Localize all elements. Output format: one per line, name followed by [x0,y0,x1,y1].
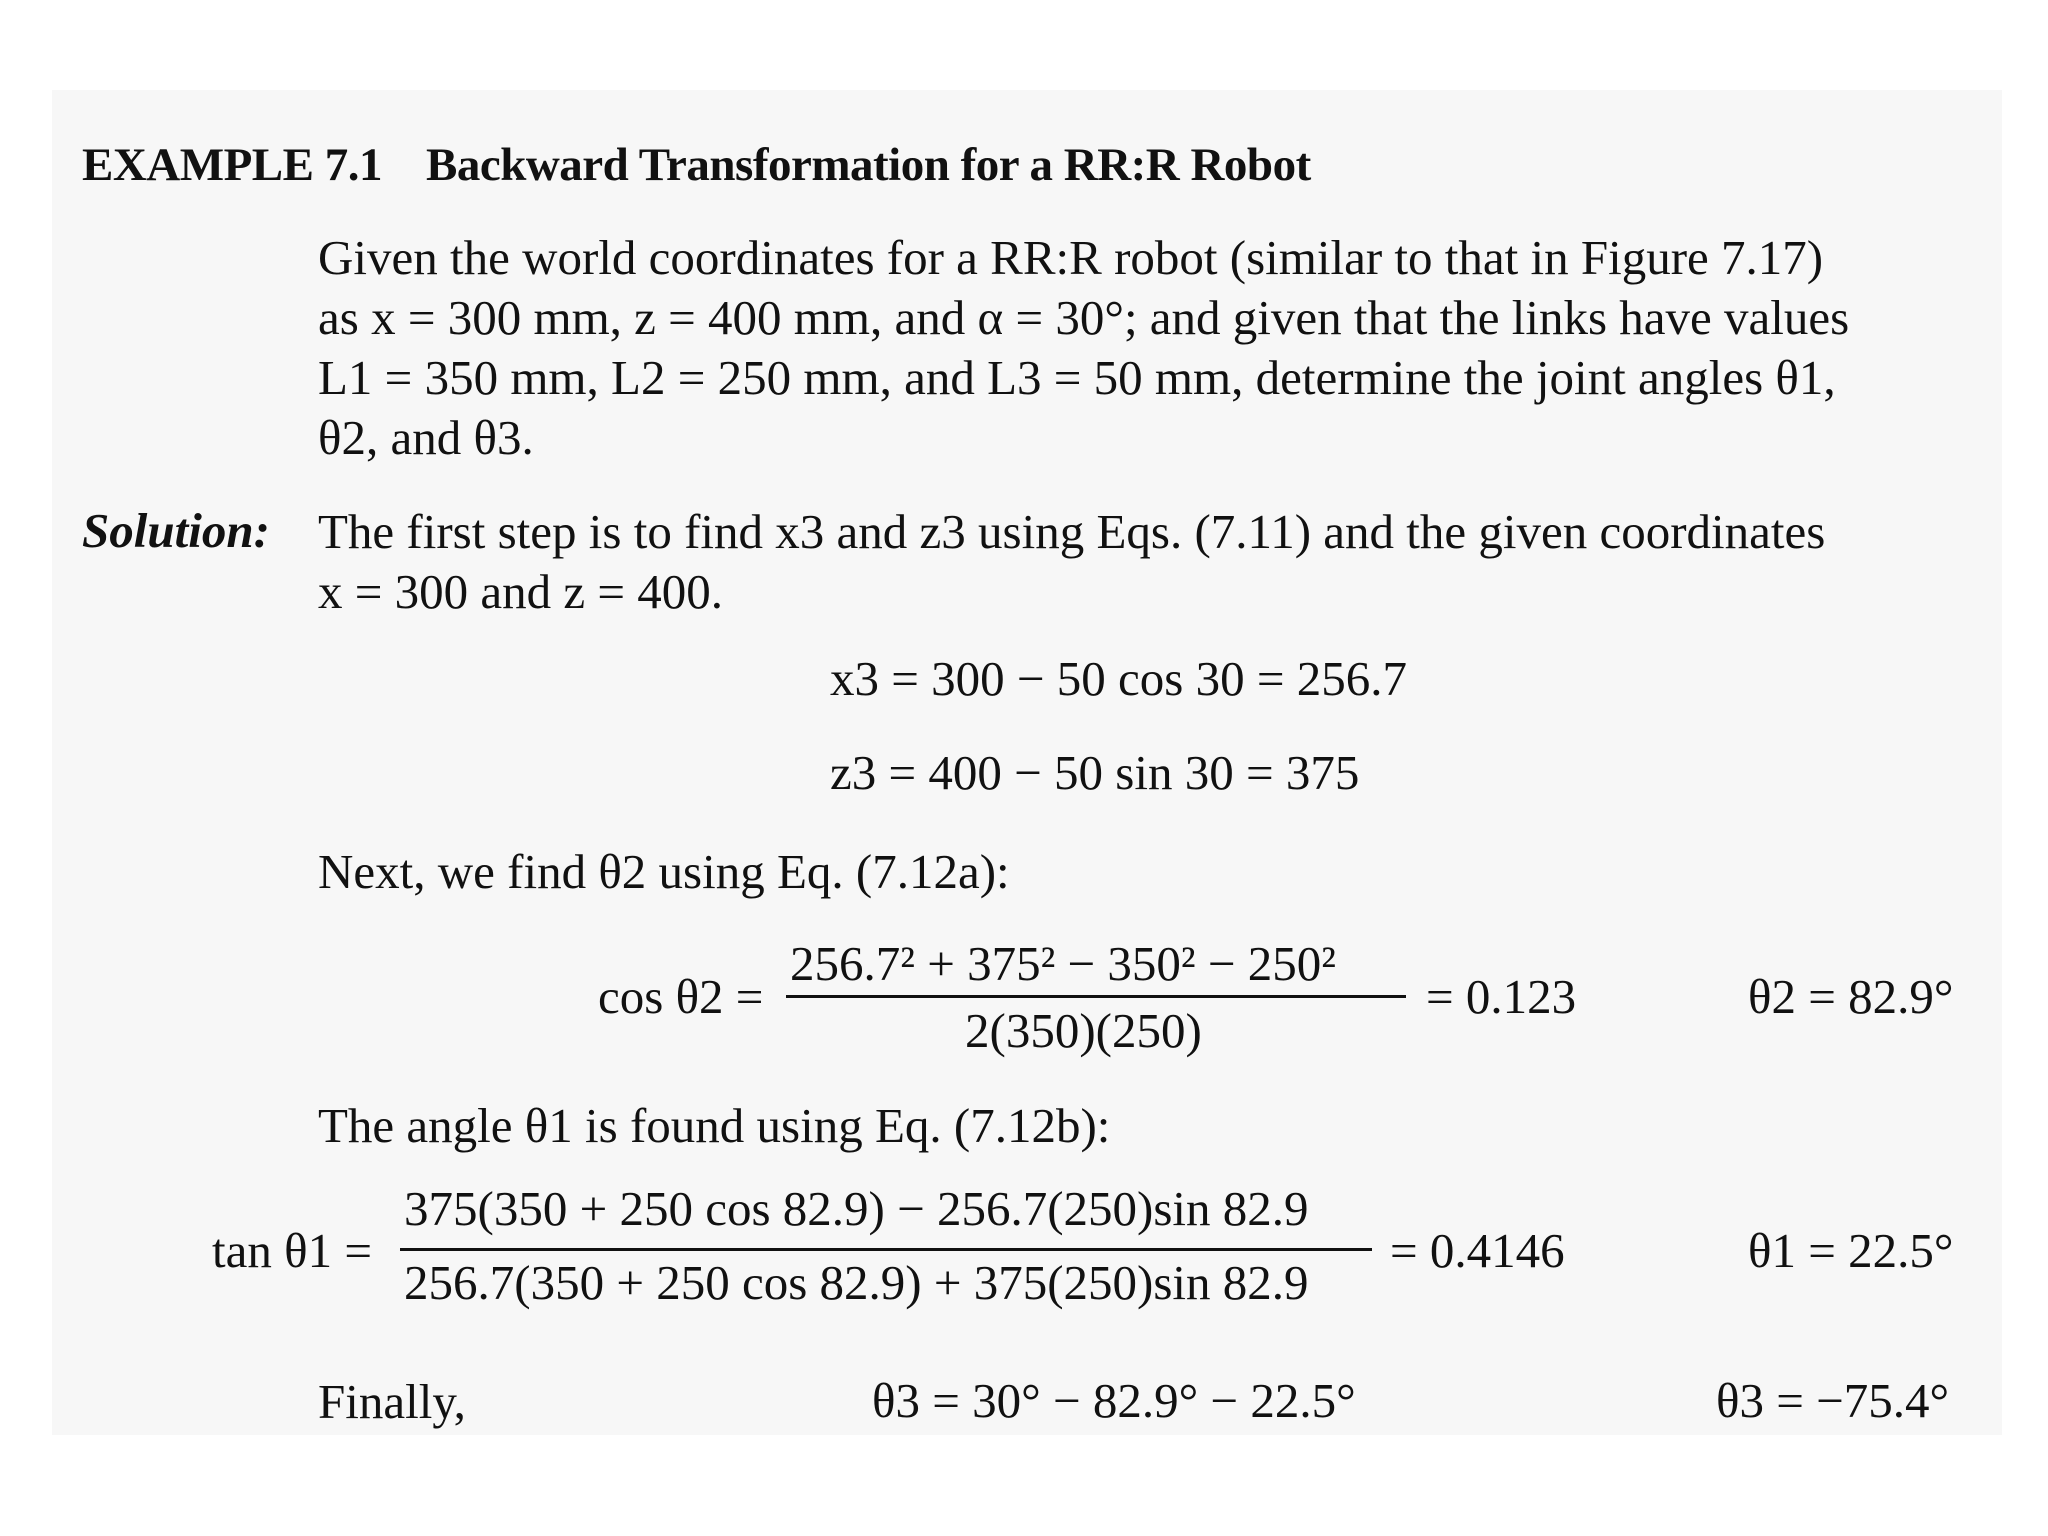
equation-z3: z3 = 400 − 50 sin 30 = 375 [830,745,1360,800]
solution-intro-line-2: x = 300 and z = 400. [318,564,724,619]
example-title: Backward Transformation for a RR:R Robot [426,139,1311,191]
example-heading [82,138,1311,192]
cos-theta2-lhs: cos θ2 = [598,969,764,1024]
cos-theta2-denominator: 2(350)(250) [965,1003,1202,1058]
tan-theta1-denominator: 256.7(350 + 250 cos 82.9) + 375(250)sin 82.9 [404,1255,1309,1310]
solution-label: Solution: [82,503,270,558]
problem-line-3: L1 = 350 mm, L2 = 250 mm, and L3 = 50 mm, determine the joint angles θ1, [318,350,1836,405]
theta3-equation: θ3 = 30° − 82.9° − 22.5° [872,1373,1356,1428]
problem-line-2: as x = 300 mm, z = 400 mm, and α = 30°; and given that the links have values [318,290,1850,345]
theta3-answer: θ3 = −75.4° [1716,1373,1950,1428]
tan-theta1-numerator: 375(350 + 250 cos 82.9) − 256.7(250)sin 82.9 [404,1181,1309,1236]
theta1-intro: The angle θ1 is found using Eq. (7.12b): [318,1098,1111,1153]
finally-label: Finally, [318,1374,466,1429]
problem-line-4: θ2, and θ3. [318,410,534,465]
theta1-answer: θ1 = 22.5° [1748,1223,1954,1278]
problem-statement [318,228,1978,468]
equation-x3: x3 = 300 − 50 cos 30 = 256.7 [830,651,1407,706]
cos-theta2-numerator: 256.7² + 375² − 350² − 250² [790,936,1336,991]
problem-line-1: Given the world coordinates for a RR:R robot (similar to that in Figure 7.17) [318,230,1824,285]
cos-theta2-fraction-bar [786,995,1406,998]
tan-theta1-fraction-bar [400,1248,1372,1251]
theta2-answer: θ2 = 82.9° [1748,969,1954,1024]
tan-theta1-lhs: tan θ1 = [212,1223,372,1278]
solution-intro-line-1: The first step is to find x3 and z3 using Eqs. (7.11) and the given coordinates [318,504,1826,559]
tan-theta1-result: = 0.4146 [1390,1223,1565,1278]
example-label: EXAMPLE 7.1 [82,139,382,191]
cos-theta2-result: = 0.123 [1426,969,1577,1024]
theta2-intro: Next, we find θ2 using Eq. (7.12a): [318,844,1010,899]
solution-intro [318,502,1825,622]
